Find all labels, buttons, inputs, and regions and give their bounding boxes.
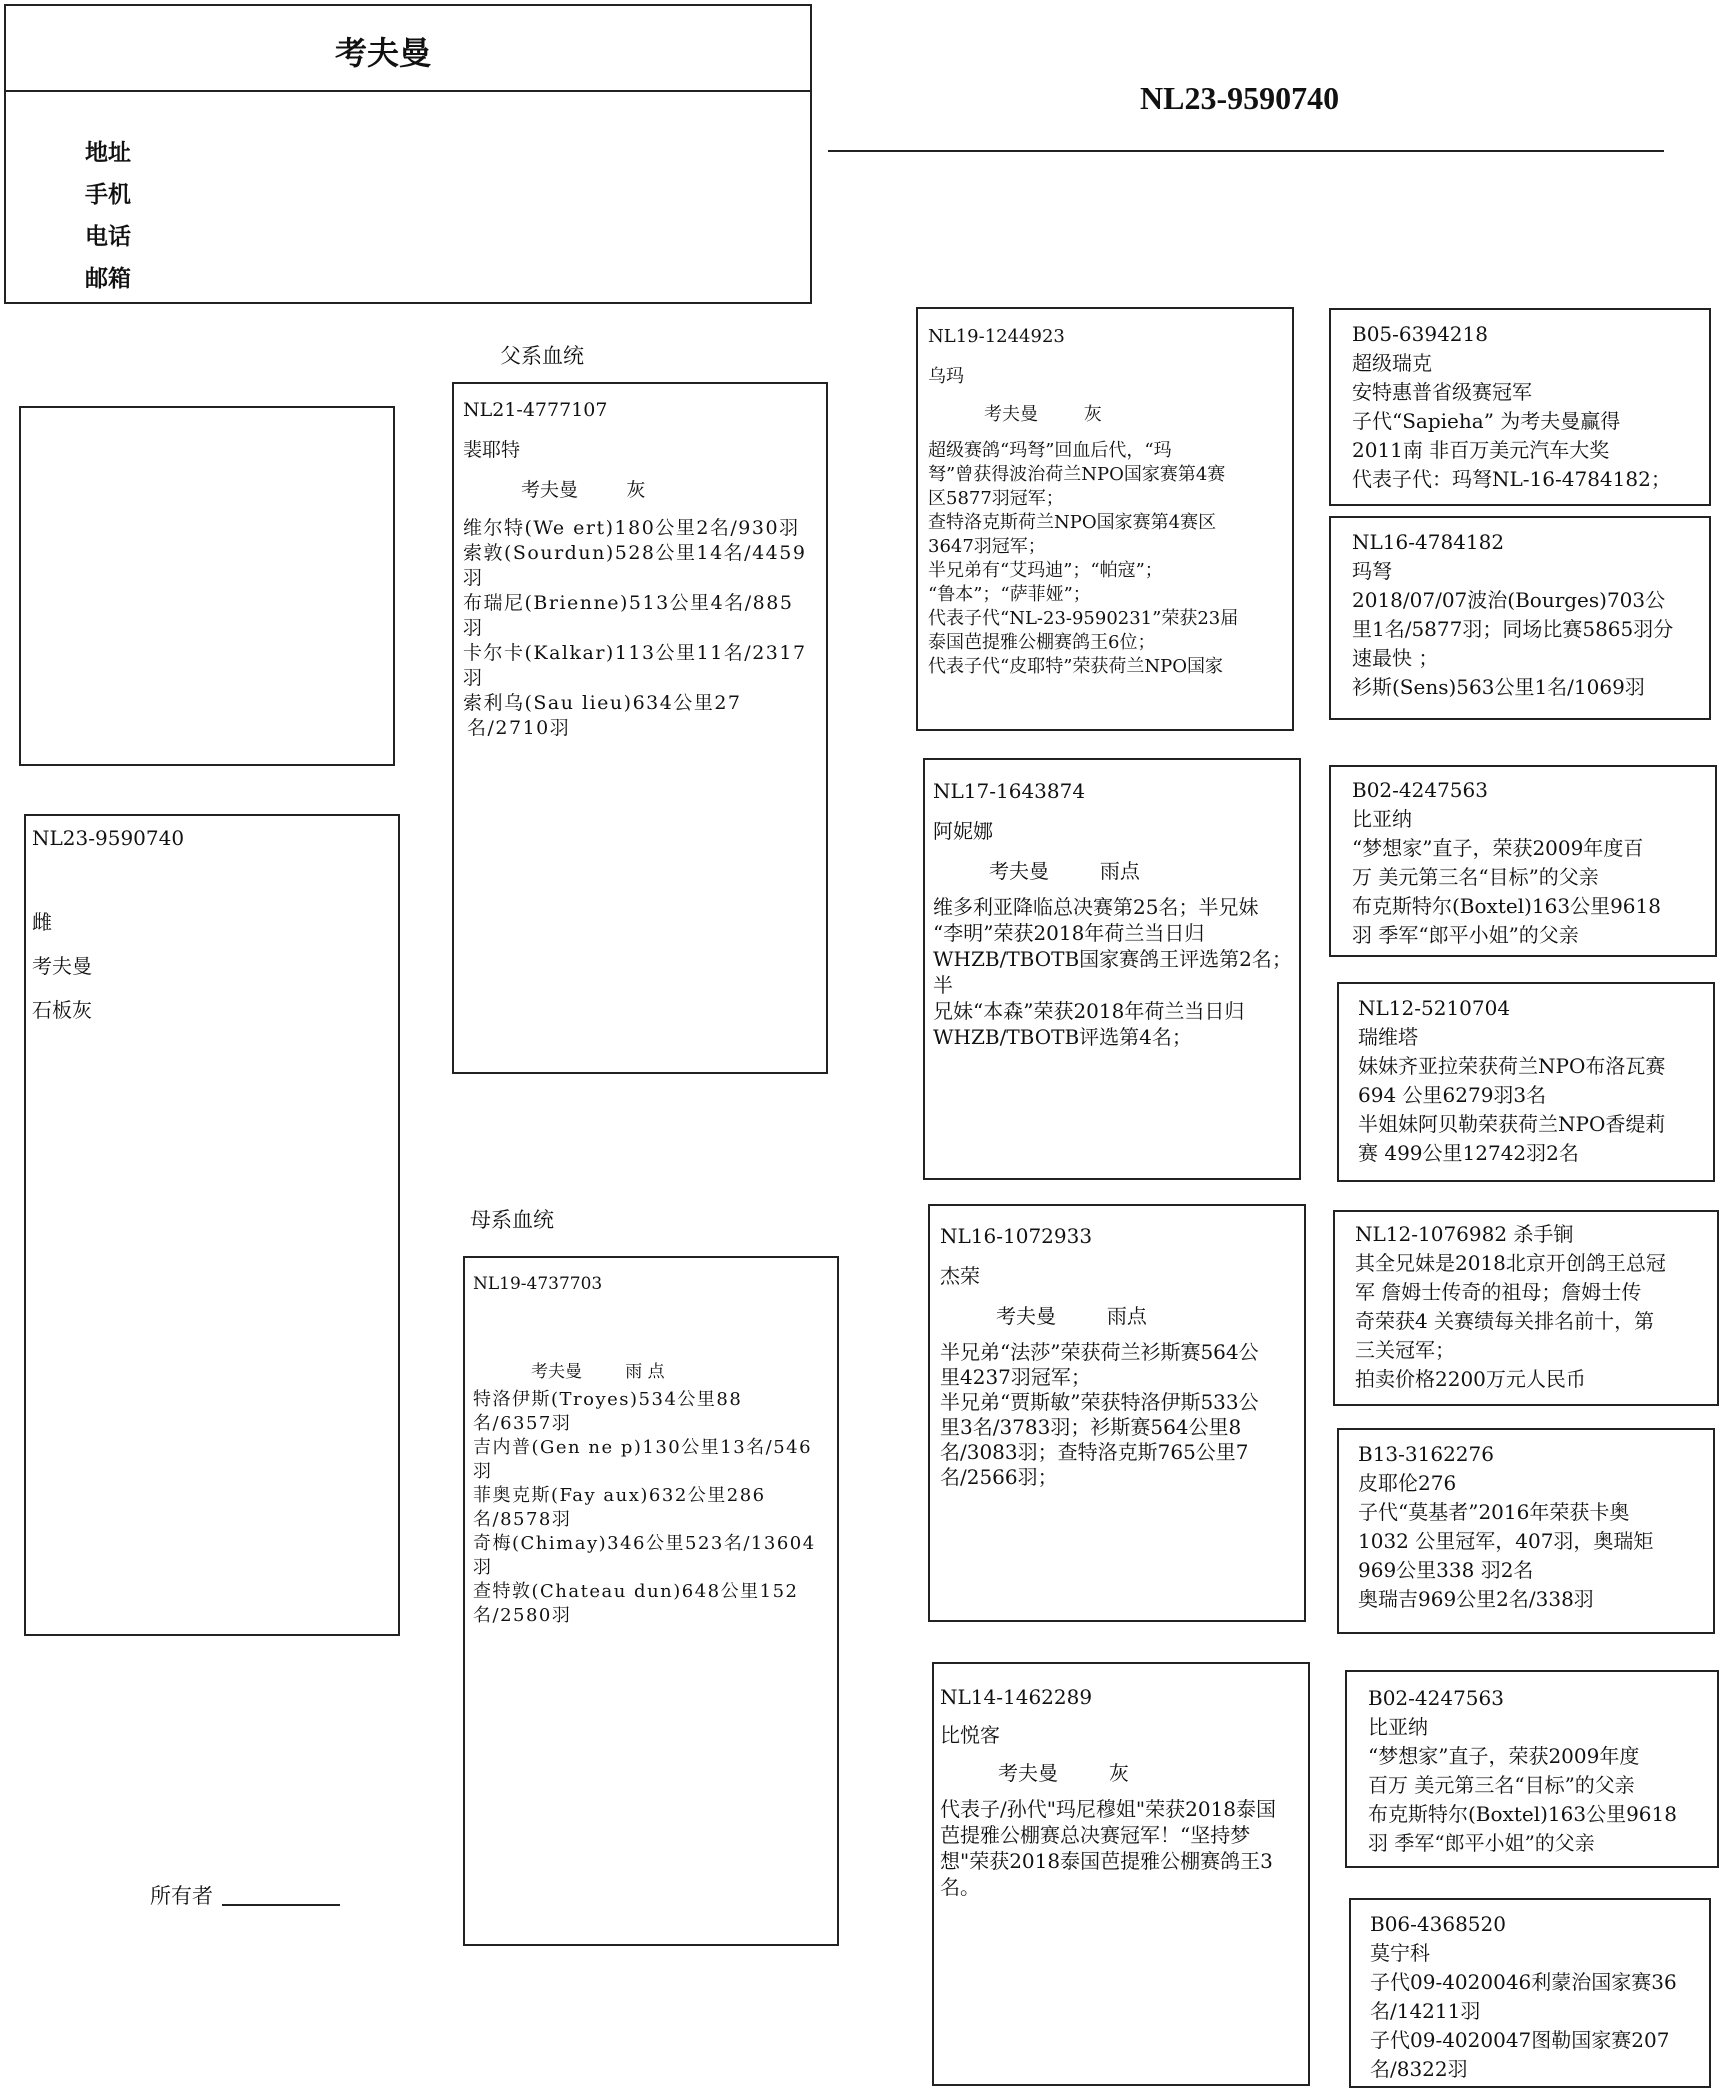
photo-box [19,406,395,766]
ggp-line: “梦想家”直子，荣获2009年度百 [1352,836,1644,860]
dam-result-line: 羽 [473,1461,493,1482]
grandsire-2-name: 杰荣 [940,1264,980,1288]
granddam-2-name: 比悦客 [940,1723,1000,1747]
ggp-line: B02-4247563 [1368,1686,1504,1710]
granddam-1-notes [933,894,1295,1050]
granddam-2-info [940,1684,1306,1900]
ggp-line: 比亚纳 [1352,807,1412,831]
ggp-line: 其全兄妹是2018北京开创鸽王总冠 [1355,1251,1666,1275]
ggp-line: 子代09-4020047图勒国家赛207 [1370,2028,1670,2052]
ggp-line: 694 公里6279羽3名 [1358,1083,1547,1107]
dam-result-line: 名/8578羽 [473,1509,572,1530]
grandsire-2-note: 名/3083羽；查特洛克斯765公里7 [940,1440,1249,1464]
ggp-line: 奇荣获4 关赛绩每关排名前十，第 [1355,1309,1655,1333]
subject-info [32,826,184,1023]
ggp-line: 军 詹姆士传奇的祖母；詹姆士传 [1355,1280,1642,1304]
header-ring: NL23-9590740 [1140,80,1340,116]
sire-result-line: 名/2710羽 [467,717,571,739]
great-grandparent-info [1355,1220,1711,1394]
grandsire-1-note: 超级赛鸽“玛弩”回血后代，“玛 [928,440,1172,461]
granddam-1-info [933,778,1295,1050]
grandsire-1-note: 弩”曾获得波治荷兰NPO国家赛第4赛 [928,464,1226,485]
granddam-2-note: 代表子/孙代"玛尼穆姐"荣获2018泰国 [940,1797,1277,1821]
dam-strain-color: 考夫曼 雨 点 [531,1362,665,1382]
ggp-line: 1032 公里冠军，407羽，奥瑞矩 [1358,1529,1654,1553]
great-grandparent-info [1358,994,1708,1168]
sire-results [463,516,823,741]
granddam-1-note: WHZB/TBOTB国家赛鸽王评选第2名；半 [933,947,1292,997]
ggp-line: 子代“Sapieha” 为考夫曼赢得 [1352,409,1621,433]
granddam-1-ring: NL17-1643874 [933,779,1086,803]
ggp-line: 2018/07/07波治(Bourges)703公 [1352,588,1666,612]
ggp-line: “梦想家”直子，荣获2009年度 [1368,1744,1640,1768]
ggp-line: 玛弩 [1352,559,1392,583]
ggp-line: 名/14211羽 [1370,1999,1481,2023]
ggp-line: 速最快 ； [1352,646,1439,670]
granddam-2-note: 芭提雅公棚赛总决赛冠军！“坚持梦 [940,1823,1251,1847]
grandsire-1-note: 3647羽冠军； [928,536,1046,557]
dam-result-line: 吉内普(Gen ne p)130公里13名/546 [473,1437,813,1458]
sire-line-label: 父系血统 [500,344,584,368]
grandsire-2-note: 半兄弟“贾斯敏”荣获特洛伊斯533公 [940,1390,1259,1414]
sire-result-line: 索敦(Sourdun)528公里14名/4459 [463,542,807,564]
granddam-1-strain-color: 考夫曼 雨点 [989,859,1140,883]
dam-result-line: 名/6357羽 [473,1413,572,1434]
sire-info [463,398,823,741]
grandsire-1-note: 泰国芭提雅公棚赛鸽王6位； [928,632,1156,653]
subject-sex: 雌 [32,910,52,934]
subject-strain: 考夫曼 [32,954,92,978]
owner-label: 所有者 [150,1884,213,1908]
ggp-line: 969公里338 羽2名 [1358,1558,1534,1582]
dam-result-line: 名/2580羽 [473,1605,572,1626]
ggp-line: B05-6394218 [1352,322,1488,346]
ggp-line: 半姐妹阿贝勒荣获荷兰NPO香缇莉 [1358,1112,1666,1136]
great-grandparent-info [1352,776,1707,950]
grandsire-1-ring: NL19-1244923 [928,326,1065,347]
sire-result-line: 羽 [463,667,484,689]
dam-result-line: 羽 [473,1557,493,1578]
header-divider [4,90,812,92]
sire-result-line: 卡尔卡(Kalkar)113公里11名/2317 [463,642,807,664]
dam-result-line: 特洛伊斯(Troyes)534公里88 [473,1389,743,1410]
sire-result-line: 布瑞尼(Brienne)513公里4名/885 [463,592,794,614]
ggp-line: NL12-5210704 [1358,996,1511,1020]
ggp-line: NL16-4784182 [1352,530,1505,554]
granddam-1-note: 兄妹“本森”荣获2018年荷兰当日归 [933,999,1245,1023]
dam-line-label: 母系血统 [470,1208,554,1232]
granddam-1-note: WHZB/TBOTB评选第4名； [933,1025,1192,1049]
grandsire-2-strain-color: 考夫曼 雨点 [996,1304,1147,1328]
contact-email-label: 邮箱 [85,265,131,292]
breeder-title: 考夫曼 [335,34,432,72]
grandsire-1-notes [928,439,1288,679]
ggp-line: 万 美元第三名“目标”的父亲 [1352,865,1599,889]
ggp-line: 布克斯特尔(Boxtel)163公里9618 [1368,1802,1677,1826]
ggp-line: 比亚纳 [1368,1715,1428,1739]
sire-ring: NL21-4777107 [463,399,608,421]
ggp-line: 代表子代：玛弩NL-16-4784182； [1352,467,1671,491]
grandsire-1-note: 半兄弟有“艾玛迪”；“帕寇”； [928,560,1163,581]
subject-ring: NL23-9590740 [32,826,185,850]
ggp-line: 拍卖价格2200万元人民币 [1355,1367,1586,1391]
owner-line [222,1904,340,1906]
ggp-line: 三关冠军； [1355,1338,1455,1362]
sire-result-line: 羽 [463,617,484,639]
grandsire-1-info [928,325,1288,679]
granddam-2-strain-color: 考夫曼 灰 [998,1761,1129,1785]
ggp-line: 赛 499公里12742羽2名 [1358,1141,1579,1165]
granddam-1-note: 维多利亚降临总决赛第25名；半兄妹 [933,895,1259,919]
granddam-2-note: 想"荣获2018泰国芭提雅公棚赛鸽王3 [940,1849,1273,1873]
ggp-line: B13-3162276 [1358,1442,1494,1466]
ggp-line: 瑞维塔 [1358,1025,1418,1049]
granddam-2-note: 名。 [940,1875,980,1899]
ggp-line: 里1名/5877羽；同场比赛5865羽分 [1352,617,1674,641]
grandsire-2-notes [940,1340,1302,1490]
granddam-2-ring: NL14-1462289 [940,1685,1093,1709]
ggp-line: 奥瑞吉969公里2名/338羽 [1358,1587,1594,1611]
dam-ring: NL19-4737703 [473,1274,603,1294]
ggp-line: 百万 美元第三名“目标”的父亲 [1368,1773,1635,1797]
contact-list [85,132,131,300]
grandsire-2-note: 里3名/3783羽；衫斯赛564公里8 [940,1415,1242,1439]
great-grandparent-info [1352,528,1702,702]
grandsire-2-ring: NL16-1072933 [940,1224,1093,1248]
dam-results [473,1388,833,1628]
great-grandparent-info [1358,1440,1708,1614]
subject-color: 石板灰 [32,998,92,1022]
ggp-line: 布克斯特尔(Boxtel)163公里9618 [1352,894,1661,918]
ggp-line: 羽 季军“郎平小姐”的父亲 [1352,923,1579,947]
grandsire-2-note: 里4237羽冠军； [940,1365,1091,1389]
ggp-line: 衫斯(Sens)563公里1名/1069羽 [1352,675,1645,699]
ggp-line: 皮耶伦276 [1358,1471,1457,1495]
granddam-1-name: 阿妮娜 [933,819,993,843]
sire-result-line: 维尔特(We ert)180公里2名/930羽 [463,517,800,539]
ggp-line: 羽 季军“郎平小姐”的父亲 [1368,1831,1595,1855]
ggp-line: NL12-1076982 杀手锏 [1355,1222,1574,1246]
grandsire-1-note: 查特洛克斯荷兰NPO国家赛第4赛区 [928,512,1217,533]
grandsire-2-info [940,1224,1302,1490]
dam-result-line: 查特敦(Chateau dun)648公里152 [473,1581,799,1602]
ggp-line: 2011南 非百万美元汽车大奖 [1352,438,1610,462]
header-ring-underline [828,150,1664,152]
sire-name: 裴耶特 [463,439,521,461]
contact-mobile-label: 手机 [85,181,131,208]
great-grandparent-info [1370,1910,1706,2084]
sire-strain-color: 考夫曼 灰 [521,479,646,501]
grandsire-2-note: 半兄弟“法莎”荣获荷兰衫斯赛564公 [940,1340,1259,1364]
ggp-line: 超级瑞克 [1352,351,1432,375]
grandsire-1-note: “鲁本”；“萨菲娅”； [928,584,1091,605]
ggp-line: 妹妹齐亚拉荣获荷兰NPO布洛瓦赛 [1358,1054,1666,1078]
ggp-line: 名/8322羽 [1370,2057,1468,2081]
granddam-2-notes [940,1796,1306,1900]
ggp-line: B06-4368520 [1370,1912,1506,1936]
grandsire-1-strain-color: 考夫曼 灰 [984,404,1102,425]
ggp-line: 子代09-4020046利蒙治国家赛36 [1370,1970,1677,1994]
ggp-line: 安特惠普省级赛冠军 [1352,380,1532,404]
contact-phone-label: 电话 [85,223,131,250]
ggp-line: B02-4247563 [1352,778,1488,802]
grandsire-1-note: 区5877羽冠军； [928,488,1064,509]
dam-result-line: 菲奥克斯(Fay aux)632公里286 [473,1485,766,1506]
contact-address-label: 地址 [85,139,131,166]
ggp-line: 子代“莫基者”2016年荣获卡奥 [1358,1500,1630,1524]
grandsire-2-note: 名/2566羽； [940,1465,1058,1489]
grandsire-1-note: 代表子代“NL-23-9590231”荣获23届 [928,608,1239,629]
granddam-1-note: “李明”荣获2018年荷兰当日归 [933,921,1205,945]
sire-result-line: 羽 [463,567,484,589]
sire-result-line: 索利乌(Sau lieu)634公里27 [463,692,742,714]
ggp-line: 莫宁科 [1370,1941,1430,1965]
great-grandparent-info [1368,1684,1713,1858]
great-grandparent-info [1352,320,1702,494]
grandsire-1-name: 乌玛 [928,366,964,387]
dam-result-line: 奇梅(Chimay)346公里523名/13604 [473,1533,816,1554]
grandsire-1-note: 代表子代“皮耶特”荣获荷兰NPO国家 [928,656,1224,677]
dam-info [473,1272,833,1628]
